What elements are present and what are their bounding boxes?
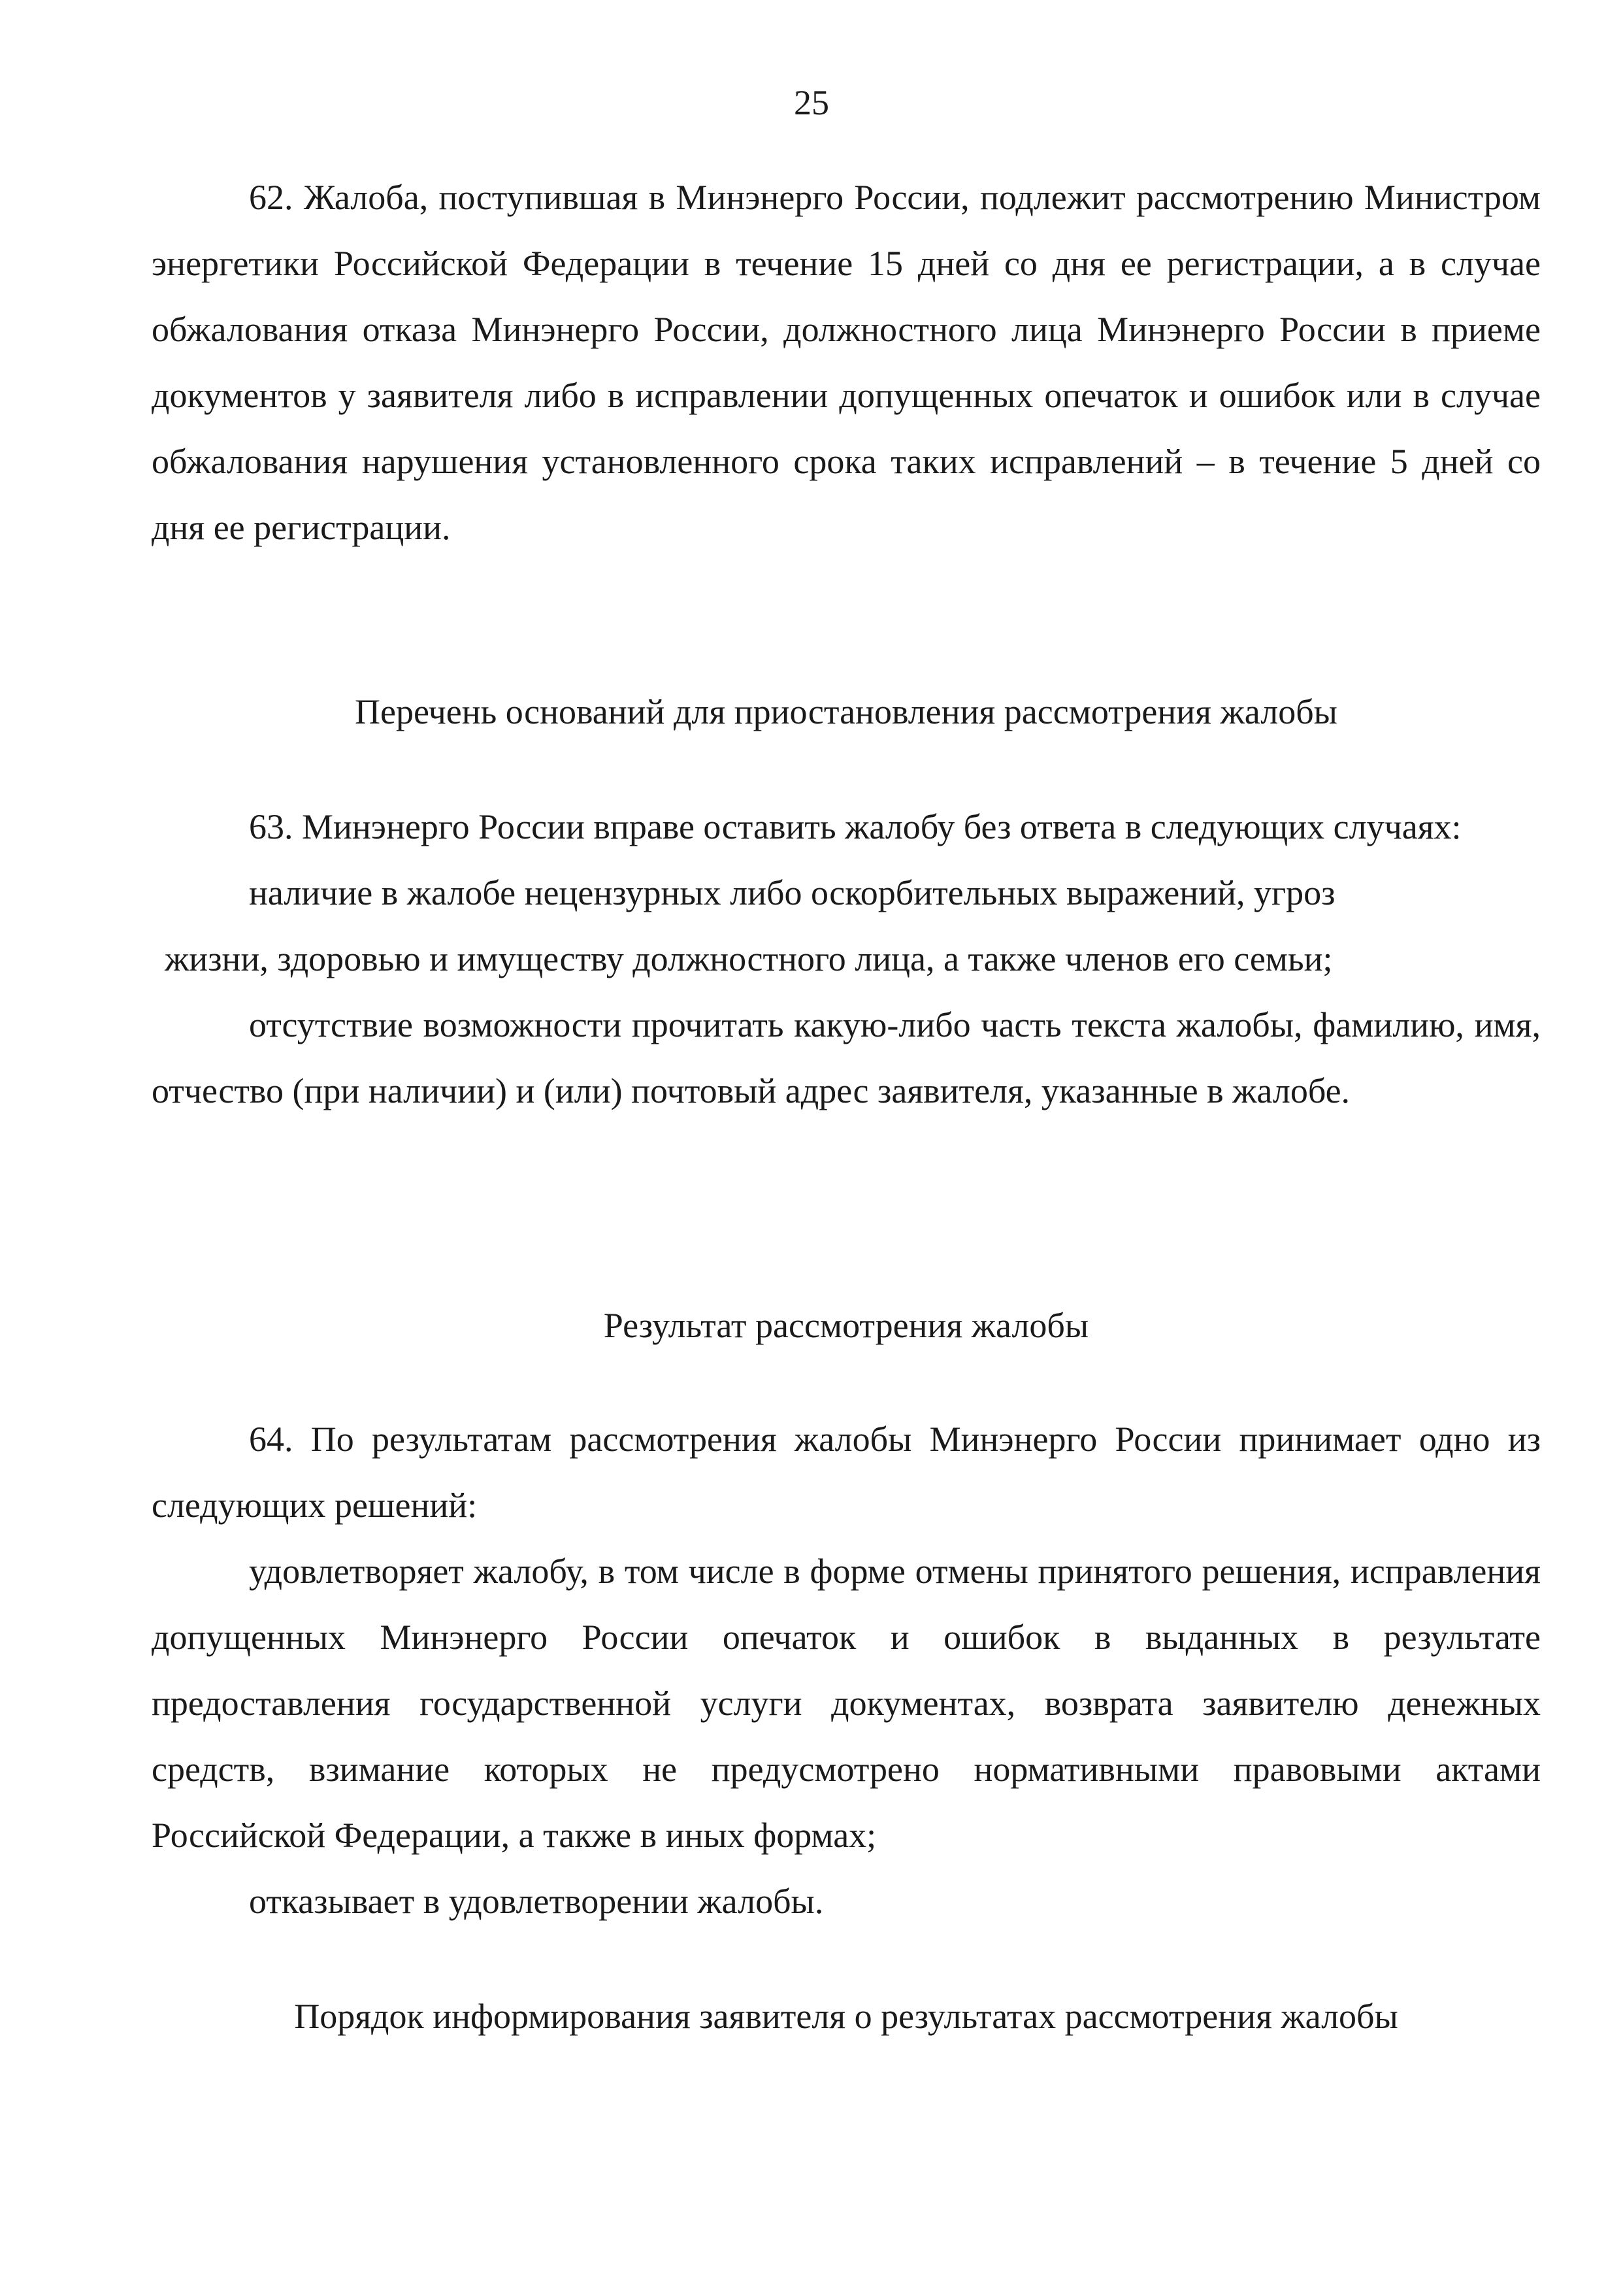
paragraph-62-block <box>152 165 1541 561</box>
paragraph-63-item-1-line-1: наличие в жалобе нецензурных либо оскорбительных выражений, угроз <box>249 873 1336 912</box>
paragraph-64: 64. По результатам рассмотрения жалобы Минэнерго России принимает одно из следующих решений: <box>152 1420 1541 1525</box>
paragraph-64-item-1: удовлетворяет жалобу, в том числе в форме отмены принятого решения, исправления допущенных Минэнерго России опечаток и ошибок в выданных в результате предоставления государственной услуги документах, возврата заявителю денежных средств, взимание которых не предусмотрено нормативными правовыми актами Российской Федерации, а также в иных формах; <box>152 1552 1541 1855</box>
paragraph-62: 62. Жалоба, поступившая в Минэнерго России, подлежит рассмотрению Министром энергетики Российской Федерации в течение 15 дней со дня ее регистрации, а в случае обжалования отказа Минэнерго России, должностного лица Минэнерго России в приеме документов у заявителя либо в исправлении допущенных опечаток и ошибок или в случае обжалования нарушения установленного срока таких исправлений – в течение 5 дней со дня ее регистрации. <box>152 178 1541 547</box>
heading-informing: Порядок информирования заявителя о результатах рассмотрения жалобы <box>294 1997 1398 2036</box>
paragraph-64-item-2: отказывает в удовлетворении жалобы. <box>249 1882 824 1921</box>
paragraph-63-item-1-line-2: жизни, здоровью и имуществу должностного лица, а также членов его семьи; <box>165 939 1333 978</box>
paragraph-63: 63. Минэнерго России вправе оставить жалобу без ответа в следующих случаях: <box>249 807 1462 846</box>
paragraph-64-block <box>152 1406 1541 1935</box>
page-number: 25 <box>794 83 829 122</box>
heading-suspension-grounds: Перечень оснований для приостановления рассмотрения жалобы <box>355 692 1337 731</box>
heading-result: Результат рассмотрения жалобы <box>603 1306 1089 1345</box>
paragraph-63-block <box>152 794 1541 1124</box>
paragraph-63-item-2: отсутствие возможности прочитать какую-либо часть текста жалобы, фамилию, имя, отчество (при наличии) и (или) почтовый адрес заявителя, указанные в жалобе. <box>152 1005 1541 1110</box>
